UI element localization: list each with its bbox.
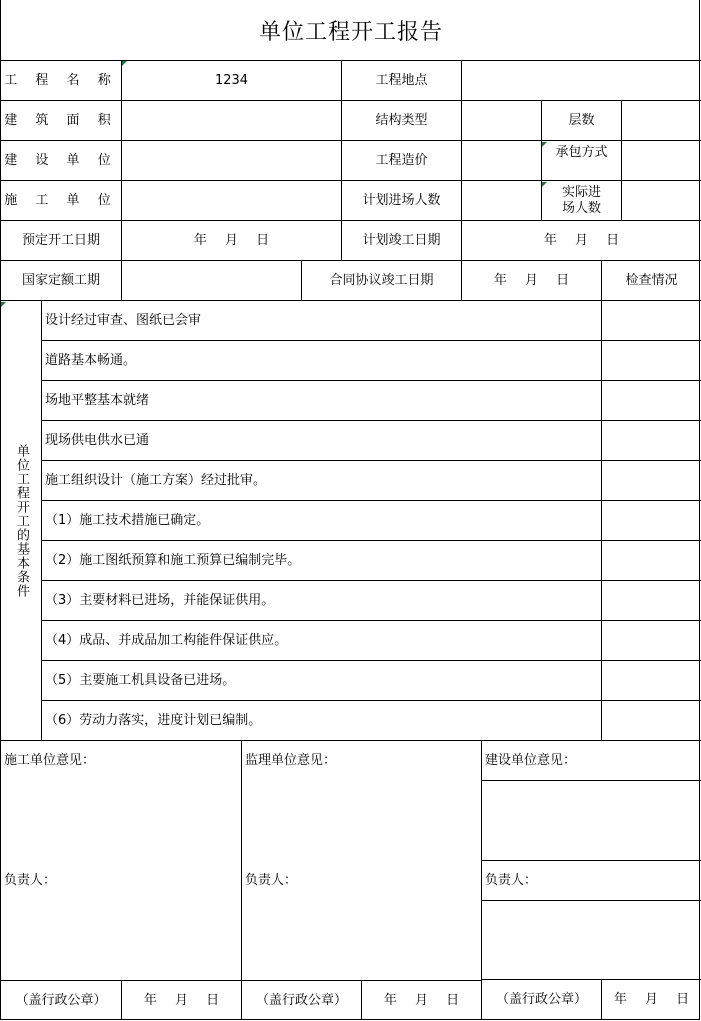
- condition-item: （2）施工图纸预算和施工预算已编制完毕。: [42, 541, 602, 581]
- contractor-label-text: 施 工 单 位: [4, 192, 118, 208]
- cost-value[interactable]: [462, 141, 542, 181]
- form-title: 单位工程开工报告: [258, 19, 443, 45]
- condition-item: （4）成品、并成品加工构能件保证供应。: [42, 621, 602, 661]
- condition-check[interactable]: [602, 621, 701, 661]
- project-name-label: [1, 60, 122, 101]
- owner-opinion-area[interactable]: [482, 781, 701, 861]
- national-quota-value[interactable]: [122, 261, 302, 301]
- condition-item: 设计经过审查、图纸已会审: [42, 301, 602, 341]
- planned-finish-label: 计划竣工日期: [342, 221, 462, 261]
- floor-area-label-text: 建 筑 面 积: [4, 112, 118, 128]
- owner-seal: （盖行政公章）: [482, 980, 602, 1020]
- floors-label: 层数: [542, 101, 622, 141]
- supervisor-date[interactable]: 年 月 日: [362, 980, 482, 1020]
- contractor-seal: （盖行政公章）: [1, 980, 122, 1020]
- contractor-responsible-label: 负责人：: [1, 861, 242, 901]
- condition-item: 施工组织设计（施工方案）经过批审。: [42, 461, 602, 501]
- condition-item: （5）主要施工机具设备已进场。: [42, 661, 602, 701]
- contractor-signature-area[interactable]: [1, 901, 242, 981]
- contractor-date[interactable]: 年 月 日: [122, 980, 242, 1020]
- supervisor-signature-area[interactable]: [242, 901, 482, 981]
- contractor-opinion-label: 施工单位意见：: [1, 741, 242, 781]
- planned-workers-value[interactable]: [462, 181, 542, 221]
- condition-item: （3）主要材料已进场，并能保证供用。: [42, 581, 602, 621]
- contractor-opinion-area[interactable]: [1, 781, 242, 861]
- condition-check[interactable]: [602, 341, 701, 381]
- condition-check[interactable]: [602, 421, 701, 461]
- contract-finish-value[interactable]: 年 月 日: [462, 261, 602, 301]
- condition-check[interactable]: [602, 701, 701, 741]
- owner-label-text: 建 设 单 位: [4, 152, 118, 168]
- condition-check[interactable]: [602, 661, 701, 701]
- contract-mode-label: 承包方式: [542, 141, 622, 181]
- actual-workers-label: 实际进场人数: [542, 181, 622, 221]
- planned-finish-value[interactable]: 年 月 日: [462, 221, 701, 261]
- project-name-label-text: 工 程 名 称: [4, 72, 118, 88]
- project-name-value[interactable]: 1234: [122, 60, 342, 101]
- contract-mode-value[interactable]: [622, 141, 701, 181]
- owner-responsible-label: 负责人：: [482, 861, 701, 901]
- supervisor-responsible-label: 负责人：: [242, 861, 482, 901]
- condition-item: （1）施工技术措施已确定。: [42, 501, 602, 541]
- actual-workers-value[interactable]: [622, 181, 701, 221]
- owner-signature-area[interactable]: [482, 901, 701, 980]
- condition-item: （6）劳动力落实，进度计划已编制。: [42, 701, 602, 741]
- planned-workers-label: 计划进场人数: [342, 181, 462, 221]
- condition-check[interactable]: [602, 461, 701, 501]
- cell-comment-marker: [1, 302, 6, 307]
- condition-check[interactable]: [602, 541, 701, 581]
- contractor-value[interactable]: [122, 181, 342, 221]
- owner-opinion-label: 建设单位意见：: [482, 741, 701, 781]
- cell-comment-marker: [122, 61, 127, 66]
- structure-type-value[interactable]: [462, 101, 542, 141]
- supervisor-opinion-area[interactable]: [242, 781, 482, 861]
- cost-label: 工程造价: [342, 141, 462, 181]
- floor-area-label: [1, 101, 122, 141]
- floor-area-value[interactable]: [122, 101, 342, 141]
- structure-type-label: 结构类型: [342, 101, 462, 141]
- contractor-label: [1, 181, 122, 221]
- national-quota-label: 国家定额工期: [1, 261, 122, 301]
- cell-comment-marker: [542, 142, 547, 147]
- condition-check[interactable]: [602, 381, 701, 421]
- cell-comment-marker: [542, 182, 547, 187]
- planned-start-label: 预定开工日期: [1, 221, 122, 261]
- floors-value[interactable]: [622, 101, 701, 141]
- condition-item: 场地平整基本就绪: [42, 381, 602, 421]
- condition-item: 现场供电供水已通: [42, 421, 602, 461]
- project-location-label: 工程地点: [342, 60, 462, 101]
- project-location-value[interactable]: [462, 60, 701, 101]
- conditions-side-label: [1, 301, 42, 741]
- supervisor-opinion-label: 监理单位意见：: [242, 741, 482, 781]
- condition-item: 道路基本畅通。: [42, 341, 602, 381]
- check-label: 检查情况: [602, 261, 701, 301]
- conditions-side-label-text: 单位工程开工的基本条件: [14, 443, 29, 598]
- condition-check[interactable]: [602, 581, 701, 621]
- owner-value[interactable]: [122, 141, 342, 181]
- owner-date[interactable]: 年 月 日: [613, 992, 690, 1007]
- condition-check[interactable]: [602, 301, 701, 341]
- condition-check[interactable]: [602, 501, 701, 541]
- contract-finish-label: 合同协议竣工日期: [302, 261, 462, 301]
- planned-start-value[interactable]: 年 月 日: [122, 221, 342, 261]
- supervisor-seal: （盖行政公章）: [242, 980, 362, 1020]
- owner-label: [1, 141, 122, 181]
